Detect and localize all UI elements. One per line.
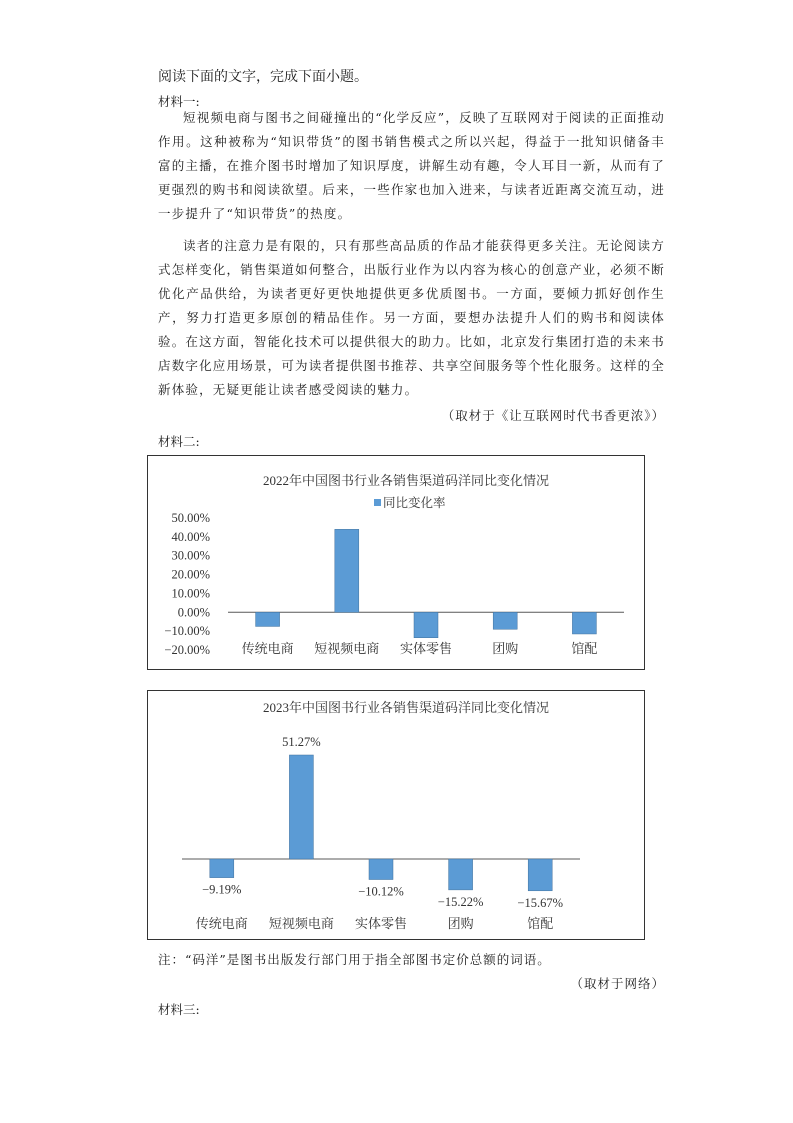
chart-2022	[147, 455, 645, 670]
material1-label: 材料一:	[158, 94, 200, 109]
material2-source: （取材于网络）	[570, 976, 665, 991]
chart-2022-bar	[493, 612, 517, 629]
chart-2022-bar	[414, 612, 438, 637]
chart-2023-category-label: 馆配	[527, 916, 554, 931]
chart-2022-y-tick: 50.00%	[171, 511, 210, 525]
chart-2023-bar	[528, 859, 552, 891]
chart-2022-y-tick: 20.00%	[171, 567, 210, 582]
chart-2023-bar	[369, 859, 393, 880]
material1-paragraph-2: 读者的注意力是有限的，只有那些高品质的作品才能获得更多关注。无论阅读方式怎样变化，销售渠道如何整合，出版行业作为以内容为核心的创意产业，必须不断优化产品供给，为读者更好更快地提供更多优质图书。一方面，要倾力抓好创作生产，努力打造更多原创的精品佳作。另一方面，要想办法提升人们的购书和阅读体验。在这方面，智能化技术可以提供很大的助力。比如，北京发行集团打造的未来书店数字化应用场景，可为读者提供图书推荐、共享空间服务等个性化服务。这样的全新体验，无疑更能让读者感受阅读的魅力。	[158, 238, 665, 397]
chart-2022-y-tick: 0.00%	[177, 605, 210, 620]
chart-2023-data-label: −15.67%	[517, 895, 563, 910]
chart-2022-bar	[256, 612, 280, 626]
chart-2023-category-label: 团购	[447, 916, 474, 931]
chart-2022-y-tick: 40.00%	[171, 529, 210, 544]
chart-2023-data-label: −10.12%	[358, 884, 404, 899]
instruction: 阅读下面的文字，完成下面小题。	[158, 69, 368, 85]
material1-source: （取材于《让互联网时代书香更浓》）	[441, 408, 665, 423]
chart-2022-legend-swatch	[374, 499, 381, 506]
chart-2023-category-label: 短视频电商	[268, 916, 334, 931]
chart-2022-category-label: 短视频电商	[314, 641, 380, 656]
chart-2022-bar	[572, 612, 596, 634]
material3-label: 材料三:	[158, 1002, 200, 1017]
chart-2022-title: 2022年中国图书行业各销售渠道码洋同比变化情况	[262, 473, 550, 488]
chart-2023-bar	[210, 859, 234, 878]
chart-2023-data-label: −15.22%	[437, 894, 484, 909]
chart-2023	[147, 690, 645, 940]
chart-2023-bar	[449, 859, 473, 890]
chart-2023-data-label: −9.19%	[202, 882, 242, 897]
chart-2022-legend-label: 同比变化率	[383, 496, 446, 510]
chart-2022-category-label: 实体零售	[399, 641, 453, 656]
chart-2022-y-tick: −10.00%	[164, 624, 210, 639]
chart-2023-svg	[148, 691, 644, 939]
chart-2023-category-label: 实体零售	[354, 916, 408, 931]
material1-paragraph-1: 短视频电商与图书之间碰撞出的“化学反应”，反映了互联网对于阅读的正面推动作用。这种被称为“知识带货”的图书销售模式之所以兴起，得益于一批知识储备丰富的主播，在推介图书时增加了知识厚度，讲解生动有趣，令人耳目一新，从而有了更强烈的购书和阅读欲望。后来，一些作家也加入进来，与读者近距离交流互动，进一步提升了“知识带货”的热度。	[158, 110, 665, 221]
chart-2022-bar	[335, 529, 359, 612]
chart-2022-y-tick: −20.00%	[164, 643, 210, 657]
chart-2023-data-label: 51.27%	[282, 735, 321, 749]
chart-2022-category-label: 团购	[492, 641, 519, 656]
material2-label: 材料二:	[158, 434, 200, 449]
chart-2023-category-label: 传统电商	[195, 916, 248, 931]
chart-2022-category-label: 传统电商	[241, 641, 294, 656]
chart-2022-y-tick: 30.00%	[171, 548, 210, 563]
chart-2022-y-tick: 10.00%	[171, 586, 210, 601]
chart-2023-bar	[289, 755, 313, 859]
chart-2022-svg	[148, 456, 644, 669]
chart-2023-title: 2023年中国图书行业各销售渠道码洋同比变化情况	[262, 700, 550, 715]
chart-2022-category-label: 馆配	[571, 641, 598, 656]
material2-note: 注：“码洋”是图书出版发行部门用于指全部图书定价总额的词语。	[158, 952, 551, 967]
